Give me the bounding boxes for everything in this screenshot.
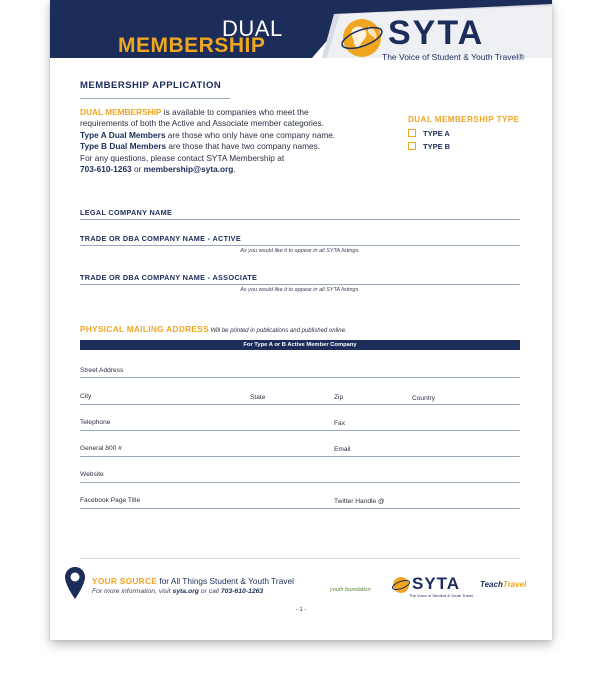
type-b-option[interactable] bbox=[408, 142, 450, 151]
social-field[interactable] bbox=[80, 508, 520, 509]
teach-text: Teach bbox=[480, 580, 503, 589]
telephone-fax-field[interactable] bbox=[80, 430, 520, 431]
footer-or-call: or call bbox=[198, 588, 221, 595]
fax-label: Fax bbox=[334, 420, 345, 427]
active-company-bar: For Type A or B Active Member Company bbox=[80, 340, 520, 350]
footer-site-link[interactable]: syta.org bbox=[172, 588, 199, 595]
header-membership: MEMBERSHIP bbox=[118, 34, 266, 57]
intro-period: . bbox=[233, 164, 236, 175]
mailing-heading bbox=[80, 324, 347, 334]
youth-foundation-logo bbox=[330, 578, 386, 596]
page-number: - 1 - bbox=[295, 607, 307, 613]
your-source: YOUR SOURCE bbox=[92, 576, 158, 586]
dba-associate-label: TRADE OR DBA COMPANY NAME - ASSOCIATE bbox=[80, 273, 258, 282]
travel-text: Travel bbox=[502, 580, 527, 589]
intro-typeB-text: are those that have two company names. bbox=[166, 141, 321, 152]
street-label: Street Address bbox=[80, 367, 124, 374]
type-a-label: TYPE A bbox=[423, 129, 450, 138]
intro-typeB-label: Type B Dual Members bbox=[80, 141, 167, 152]
teach-travel-logo bbox=[480, 580, 526, 589]
header-dual: DUAL bbox=[222, 16, 283, 41]
general-800-label: General 800 # bbox=[80, 445, 122, 452]
footer-globe-icon bbox=[392, 576, 410, 594]
intro-typeA-text: are those who only have one company name. bbox=[165, 129, 336, 140]
telephone-label: Telephone bbox=[80, 419, 111, 426]
dba-active-field[interactable] bbox=[80, 245, 520, 246]
type-b-label: TYPE B bbox=[423, 142, 451, 151]
location-pin-icon bbox=[64, 566, 86, 600]
website-field[interactable] bbox=[80, 482, 520, 483]
street-field[interactable] bbox=[80, 377, 520, 378]
footer-syta-logo: SYTA bbox=[412, 574, 461, 593]
mailing-heading-text: PHYSICAL MAILING ADDRESS bbox=[80, 324, 209, 334]
title-divider bbox=[80, 98, 230, 99]
website-label: Website bbox=[80, 471, 104, 478]
application-page bbox=[50, 0, 552, 640]
dba-associate-hint: As you would like it to appear in all SYTA listings. bbox=[240, 287, 360, 293]
zip-label: Zip bbox=[334, 394, 344, 401]
city-label: City bbox=[80, 393, 92, 400]
twitter-label: Twitter Handle @ bbox=[334, 498, 385, 505]
intro-text bbox=[80, 107, 360, 175]
city-state-zip-field[interactable] bbox=[80, 404, 520, 405]
intro-email: membership@syta.org bbox=[143, 164, 234, 175]
legal-name-label: LEGAL COMPANY NAME bbox=[80, 208, 173, 217]
dual-type-heading: DUAL MEMBERSHIP TYPE bbox=[408, 115, 520, 124]
dba-active-hint: As you would like it to appear in all SYTA listings. bbox=[240, 248, 360, 254]
dba-associate-field[interactable] bbox=[80, 284, 520, 285]
type-a-checkbox[interactable] bbox=[408, 129, 416, 137]
all-things: for All Things Student & Youth Travel bbox=[157, 576, 294, 586]
intro-lead: DUAL MEMBERSHIP bbox=[80, 107, 162, 117]
legal-name-field[interactable] bbox=[80, 219, 520, 220]
country-label: Country bbox=[412, 395, 436, 402]
syta-tagline: The Voice of Student & Youth Travel® bbox=[382, 52, 525, 62]
state-label: State bbox=[250, 394, 266, 401]
intro-phone: 703-610-1263 bbox=[80, 164, 132, 175]
youth-foundation-text: youth foundation bbox=[330, 587, 371, 593]
footer-phone: 703-610-1263 bbox=[220, 588, 264, 595]
type-a-option[interactable] bbox=[408, 129, 450, 138]
your-source-line bbox=[92, 576, 294, 586]
intro-line1: is available to companies who meet the bbox=[161, 107, 309, 117]
dba-active-label: TRADE OR DBA COMPANY NAME - ACTIVE bbox=[80, 234, 242, 243]
syta-logo: SYTA bbox=[388, 14, 485, 52]
intro-or: or bbox=[131, 164, 144, 175]
intro-typeA-label: Type A Dual Members bbox=[80, 129, 166, 140]
page-title: MEMBERSHIP APPLICATION bbox=[80, 80, 222, 91]
facebook-label: Facebook Page Title bbox=[80, 497, 141, 504]
more-info-line bbox=[92, 588, 263, 595]
email-label: Email bbox=[334, 446, 351, 453]
more-info: For more information, visit bbox=[92, 588, 173, 595]
globe-icon bbox=[340, 16, 384, 60]
mailing-note: Will be printed in publications and published online. bbox=[208, 328, 347, 334]
footer-syta-tagline: The Voice of Student & Youth Travel bbox=[409, 593, 474, 598]
type-b-checkbox[interactable] bbox=[408, 142, 416, 150]
intro-contact: For any questions, please contact SYTA Membership at bbox=[80, 152, 285, 163]
general-email-field[interactable] bbox=[80, 456, 520, 457]
intro-line2: requirements of both the Active and Associate member categories. bbox=[80, 118, 324, 129]
footer-divider bbox=[80, 558, 520, 559]
